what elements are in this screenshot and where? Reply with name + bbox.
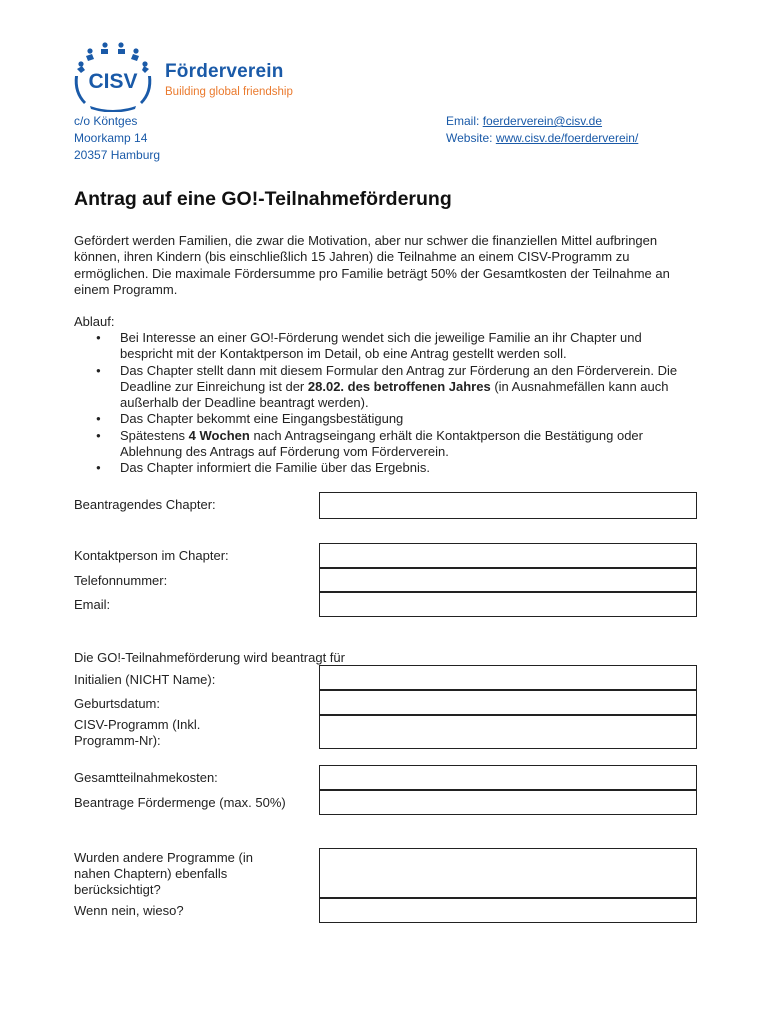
website-line (446, 130, 638, 147)
other-programs-label: Wurden andere Programme (in nahen Chaptern) ebenfalls berücksichtigt? (74, 850, 253, 897)
page-title: Antrag auf eine GO!-Teilnahmeförderung (74, 188, 452, 210)
initials-label: Initialien (NICHT Name): (74, 672, 216, 687)
total-costs-input[interactable] (319, 765, 697, 790)
list-item: ● Das Chapter informiert die Familie über das Ergebnis. (74, 460, 694, 476)
cisv-logo (72, 42, 154, 112)
email-link[interactable]: foerderverein@cisv.de (482, 114, 603, 128)
if-not-why-input[interactable] (319, 898, 697, 923)
phone-label: Telefonnummer: (74, 573, 168, 588)
if-not-why-label: Wenn nein, wieso? (74, 903, 184, 918)
list-item: ● Das Chapter stellt dann mit diesem Formular den Antrag zur Förderung an den Förderverein. Die Deadline zur Einreichung ist der 28.02. des betroffenen Jahres (in Ausnahmefällen kann auch außerhalb der Deadline beantragt werden). (74, 363, 694, 412)
list-item: ● Spätestens 4 Wochen nach Antragseingang erhält die Kontaktperson die Bestätigung oder Ablehnung des Antrags auf Förderung vom Förderverein. (74, 428, 694, 461)
email-label: Email: (446, 114, 480, 128)
address-block (74, 113, 160, 164)
address-line-1: c/o Köntges (74, 114, 138, 128)
chapter-label: Beantragendes Chapter: (74, 497, 216, 512)
intro-paragraph: Gefördert werden Familien, die zwar die Motivation, aber nur schwer die finanziellen Mittel aufbringen können, ihren Kindern (bis einschließlich 15 Jahren) die Teilnahme an einem CISV-Programm zu ermöglichen. Die maximale Fördersumme pro Familie beträgt 50% der Gesamtkosten der Teilnahme an einem Programm. (74, 233, 670, 297)
email-field-label: Email: (74, 597, 111, 612)
phone-input[interactable] (319, 568, 697, 592)
other-programs-input[interactable] (319, 848, 697, 898)
website-link[interactable]: www.cisv.de/foerderverein/ (495, 131, 639, 145)
list-item: ● Bei Interesse an einer GO!-Förderung wendet sich die jeweilige Familie an ihr Chapter und bespricht mit der Kontaktperson im Detail, ob eine Antrag gestellt werden soll. (74, 330, 694, 363)
program-label: CISV-Programm (Inkl. Programm-Nr): (74, 717, 201, 748)
list-item: ● Das Chapter bekommt eine Eingangsbestätigung (74, 411, 694, 427)
chapter-input[interactable] (319, 492, 697, 519)
flow-label: Ablauf: (74, 314, 115, 329)
weeks-text: 4 Wochen (188, 427, 250, 443)
program-input[interactable] (319, 715, 697, 749)
section-heading: Die GO!-Teilnahmeförderung wird beantragt für (74, 650, 345, 665)
initials-input[interactable] (319, 665, 697, 690)
deadline-text: 28.02. des betroffenen Jahres (307, 378, 491, 394)
contact-person-label: Kontaktperson im Chapter: (74, 548, 229, 563)
requested-amount-label: Beantrage Fördermenge (max. 50%) (74, 795, 286, 810)
contact-block (446, 113, 638, 147)
brand-title: Förderverein (165, 61, 284, 82)
birthdate-label: Geburtsdatum: (74, 696, 160, 711)
cisv-logo-text: CISV (88, 70, 138, 93)
email-line (446, 113, 638, 130)
address-line-3: 20357 Hamburg (74, 148, 161, 162)
requested-amount-input[interactable] (319, 790, 697, 815)
contact-person-input[interactable] (319, 543, 697, 568)
brand-tagline: Building global friendship (165, 86, 293, 98)
total-costs-label: Gesamtteilnahmekosten: (74, 770, 218, 785)
address-line-2: Moorkamp 14 (74, 131, 148, 145)
birthdate-input[interactable] (319, 690, 697, 715)
website-label: Website: (446, 131, 493, 145)
flow-list (74, 330, 694, 477)
email-input[interactable] (319, 592, 697, 617)
